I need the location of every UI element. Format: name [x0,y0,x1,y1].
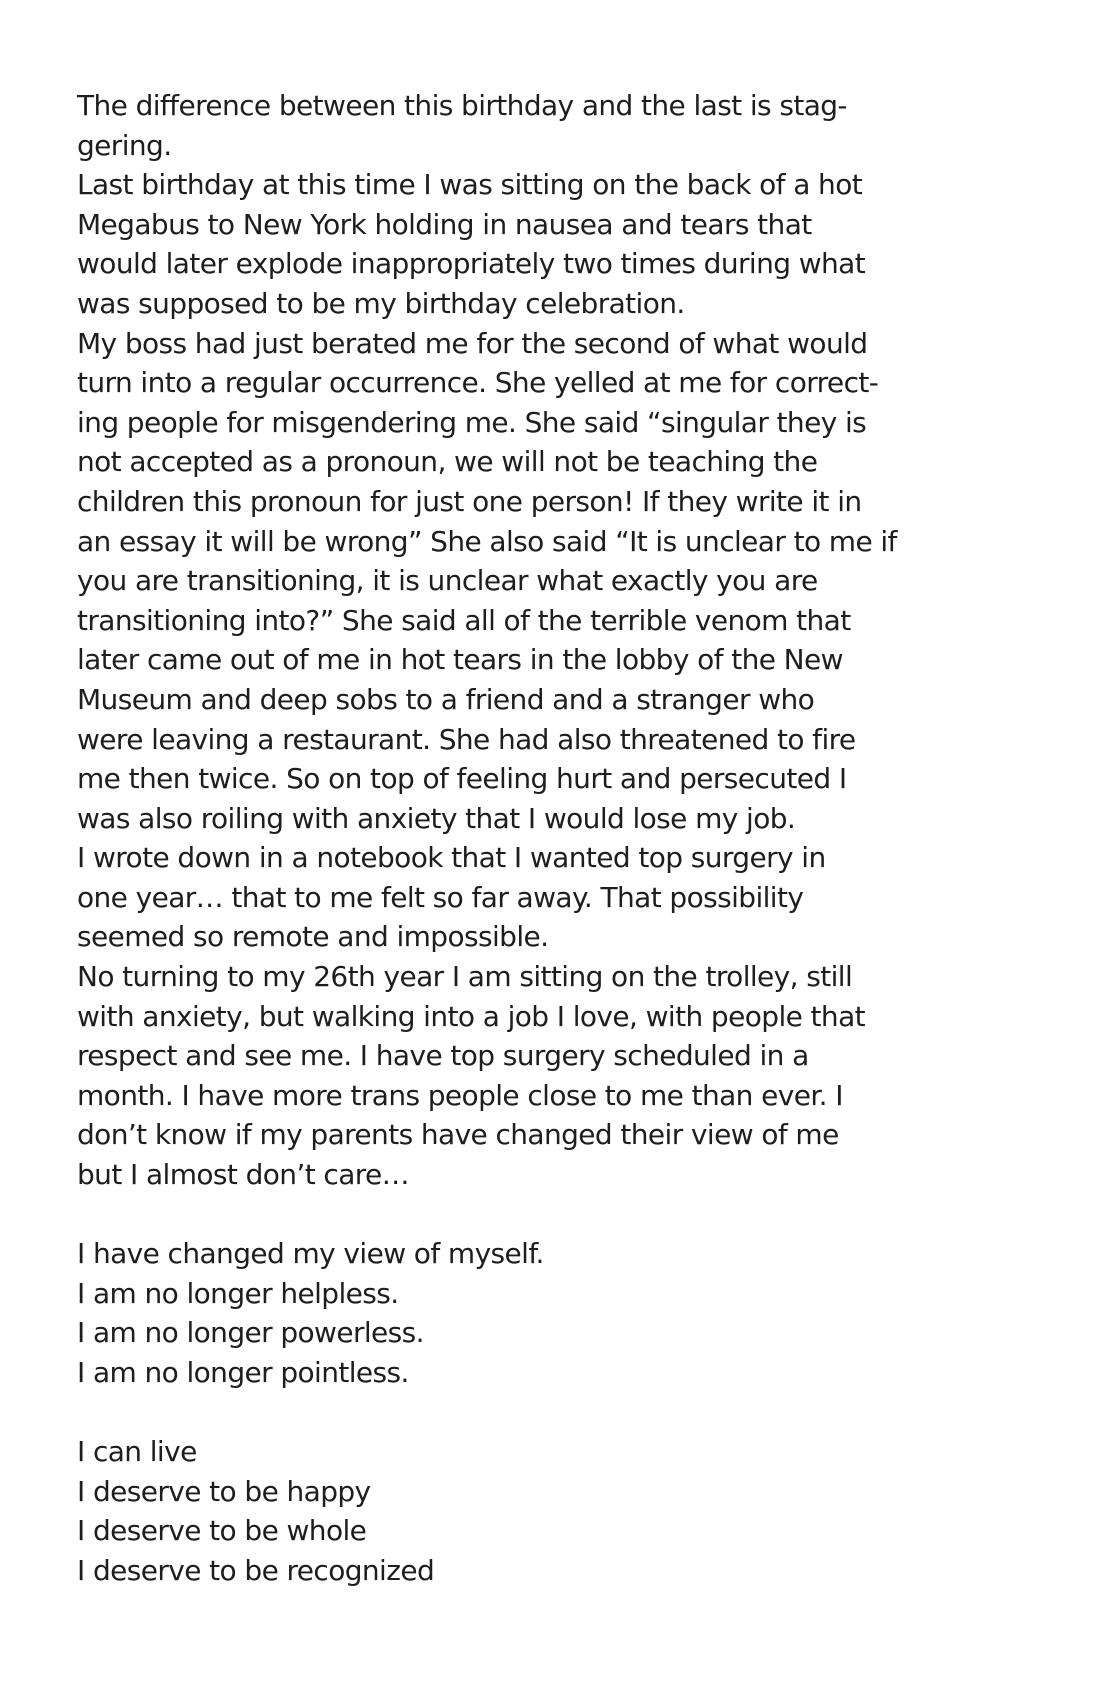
text-line: I have changed my view of myself. [77,1237,544,1271]
text-line: I am no longer helpless. [77,1276,399,1310]
text-line: don’t know if my parents have changed their view of me [77,1118,839,1152]
paragraph [77,957,917,1195]
text-line: you are transitioning, it is unclear what exactly you are [77,564,818,598]
text-line: gering. [77,128,172,162]
text-line: would later explode inappropriately two times during what [77,247,866,281]
text-line: My boss had just berated me for the second of what would [77,326,868,360]
text-line: turn into a regular occurrence. She yelled at me for correct- [77,366,879,400]
text-line: I deserve to be happy [77,1474,371,1508]
text-line: I can live [77,1435,197,1469]
text-line: The difference between this birthday and the last is stag- [77,89,847,122]
text-line: me then twice. So on top of feeling hurt and persecuted I [77,762,847,796]
text-line: respect and see me. I have top surgery scheduled in a [77,1039,809,1073]
stanza [77,1234,917,1392]
text-line: I wrote down in a notebook that I wanted top surgery in [77,841,826,875]
text-line: I deserve to be recognized [77,1553,435,1587]
text-line: later came out of me in hot tears in the lobby of the New [77,643,843,677]
paragraph [77,324,917,839]
paragraph [77,838,917,957]
text-line: I am no longer pointless. [77,1356,409,1389]
text-line: Last birthday at this time I was sitting on the back of a hot [77,168,863,202]
text-line: ing people for misgendering me. She said “singular they is [77,405,867,439]
stanza-break [77,1393,917,1433]
text-line: I deserve to be whole [77,1514,367,1548]
paragraph [77,165,917,323]
text-line: seemed so remote and impossible. [77,920,549,954]
text-line: were leaving a restaurant. She had also threatened to fire [77,722,856,756]
text-line: an essay it will be wrong” She also said “It is unclear to me if [77,524,897,558]
paragraph [77,86,917,165]
stanza-break [77,1195,917,1235]
text-line: one year… that to me felt so far away. That possibility [77,880,804,914]
text-line: children this pronoun for just one person! If they write it in [77,484,862,518]
text-line: Megabus to New York holding in nausea and tears that [77,207,812,241]
stanza [77,1432,917,1590]
text-line: No turning to my 26th year I am sitting on the trolley, still [77,960,853,994]
text-line: with anxiety, but walking into a job I love, with people that [77,999,866,1033]
text-line: not accepted as a pronoun, we will not be teaching the [77,445,818,479]
document-body [77,86,917,1591]
text-line: but I almost don’t care… [77,1158,410,1192]
text-line: I am no longer powerless. [77,1316,424,1350]
text-line: transitioning into?” She said all of the terrible venom that [77,603,851,637]
text-line: was supposed to be my birthday celebration. [77,286,685,320]
text-line: month. I have more trans people close to me than ever. I [77,1078,843,1112]
text-line: Museum and deep sobs to a friend and a stranger who [77,682,815,716]
text-line: was also roiling with anxiety that I would lose my job. [77,801,796,835]
